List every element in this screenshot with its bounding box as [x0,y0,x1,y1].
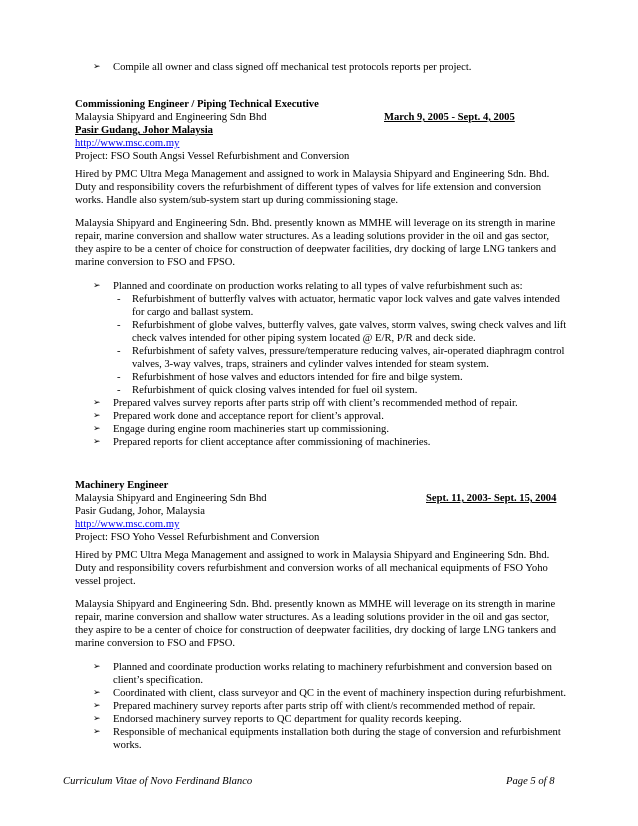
footer-title: Curriculum Vitae of Novo Ferdinand Blanco [63,776,253,787]
company-name: Malaysia Shipyard and Engineering Sdn Bhd [75,493,267,504]
paragraph-line: Hired by PMC Ultra Mega Management and assigned to work in Malaysia Shipyard and Engineering Sdn. Bhd. [75,550,550,561]
bullet-text: client’s specification. [113,675,204,686]
dash-bullet-icon: - [117,294,121,305]
sub-item-text: Refurbishment of safety valves, pressure/temperature reducing valves, air-operated diaphragm control [132,346,565,357]
bullet-text: Prepared reports for client acceptance after commissioning of machineries. [113,437,431,448]
paragraph-line: Duty and responsibility covers refurbishment and conversion works of all mechanical equipments of FSO Yoho [75,563,548,574]
paragraph-line: Malaysia Shipyard and Engineering Sdn. Bhd. presently known as MMHE will leverage on its strength in marine [75,218,556,229]
sub-item-text: for cargo and ballast system. [132,307,254,318]
arrow-bullet-icon: ➢ [93,688,101,698]
bullet-text: Prepared valves survey reports after parts strip off with client’s recommended method of repair. [113,398,518,409]
sub-item-text: Refurbishment of quick closing valves intended for fuel oil system. [132,385,418,396]
paragraph-line: marine conversion to FSO and FPSO. [75,638,236,649]
arrow-bullet-icon: ➢ [93,437,101,447]
dash-bullet-icon: - [117,385,121,396]
job-title: Commissioning Engineer / Piping Technical Executive [75,99,319,110]
arrow-bullet-icon: ➢ [93,411,101,421]
project-name: Project: FSO Yoho Vessel Refurbishment and Conversion [75,532,320,543]
paragraph-line: vessel project. [75,576,136,587]
arrow-bullet-icon: ➢ [93,714,101,724]
paragraph-line: repair, marine conversion and shallow water structures. As a leading solutions provider in the oil and gas sector, [75,231,549,242]
sub-item-text: Refurbishment of hose valves and eductors intended for fire and bilge system. [132,372,463,383]
job-location: Pasir Gudang, Johor, Malaysia [75,506,205,517]
arrow-bullet-icon: ➢ [93,281,101,291]
bullet-text: works. [113,740,142,751]
paragraph-line: Malaysia Shipyard and Engineering Sdn. Bhd. presently known as MMHE will leverage on its strength in marine [75,599,556,610]
bullet-text: Prepared machinery survey reports after parts strip off with client/s recommended method of repair. [113,701,536,712]
arrow-bullet-icon: ➢ [93,662,101,672]
job-title: Machinery Engineer [75,480,169,491]
paragraph-line: they aspire to be a center of choice for construction of deepwater facilities, dry docking of large LNG tankers and [75,625,557,636]
project-name: Project: FSO South Angsi Vessel Refurbishment and Conversion [75,151,350,162]
bullet-text: Engage during engine room machineries start up commissioning. [113,424,389,435]
top-bullet-text: Compile all owner and class signed off mechanical test protocols reports per project. [113,62,472,73]
job-location: Pasir Gudang, Johor Malaysia [75,125,213,136]
paragraph-line: Hired by PMC Ultra Mega Management and assigned to work in Malaysia Shipyard and Engineering Sdn. Bhd. [75,169,550,180]
dash-bullet-icon: - [117,320,121,331]
sub-item-text: Refurbishment of globe valves, butterfly valves, gate valves, storm valves, swing check valves and lift [132,320,567,331]
arrow-bullet-icon: ➢ [93,398,101,408]
arrow-bullet-icon: ➢ [93,701,101,711]
bullet-text: Endorsed machinery survey reports to QC department for quality records keeping. [113,714,462,725]
arrow-bullet-icon: ➢ [93,424,101,434]
company-name: Malaysia Shipyard and Engineering Sdn Bhd [75,112,267,123]
dash-bullet-icon: - [117,346,121,357]
sub-item-text: check valves intended for other piping system located @ E/R, P/R and deck side. [132,333,476,344]
arrow-bullet-icon: ➢ [93,62,101,72]
bullet-text: Planned and coordinate on production works relating to all types of valve refurbishment such as: [113,281,523,292]
job-dates: March 9, 2005 - Sept. 4, 2005 [384,112,515,123]
arrow-bullet-icon: ➢ [93,727,101,737]
paragraph-line: they aspire to be a center of choice for construction of deepwater facilities, dry docking of large LNG tankers and [75,244,557,255]
bullet-text: Prepared work done and acceptance report for client’s approval. [113,411,384,422]
company-website-link[interactable]: http://www.msc.com.my [75,138,180,149]
paragraph-line: works. Handle also system/sub-system start up during commissioning stage. [75,195,399,206]
dash-bullet-icon: - [117,372,121,383]
job-dates: Sept. 11, 2003- Sept. 15, 2004 [426,493,557,504]
paragraph-line: marine conversion to FSO and FPSO. [75,257,236,268]
company-website-link[interactable]: http://www.msc.com.my [75,519,180,530]
bullet-text: Responsible of mechanical equipments installation both during the stage of conversion and refurbishment [113,727,561,738]
page-number: Page 5 of 8 [506,776,555,787]
bullet-text: Coordinated with client, class surveyor and QC in the event of machinery inspection during refurbishment. [113,688,567,699]
bullet-text: Planned and coordinate production works relating to machinery refurbishment and conversion based on [113,662,552,673]
paragraph-line: repair, marine conversion and shallow water structures. As a leading solutions provider in the oil and gas sector, [75,612,549,623]
sub-item-text: Refurbishment of butterfly valves with actuator, hermatic vapor lock valves and gate valves intended [132,294,560,305]
sub-item-text: valves, 3-way valves, traps, strainers and cylinder valves intended for steam system. [132,359,489,370]
paragraph-line: Duty and responsibility covers the refurbishment of different types of valves for life extension and conversion [75,182,542,193]
